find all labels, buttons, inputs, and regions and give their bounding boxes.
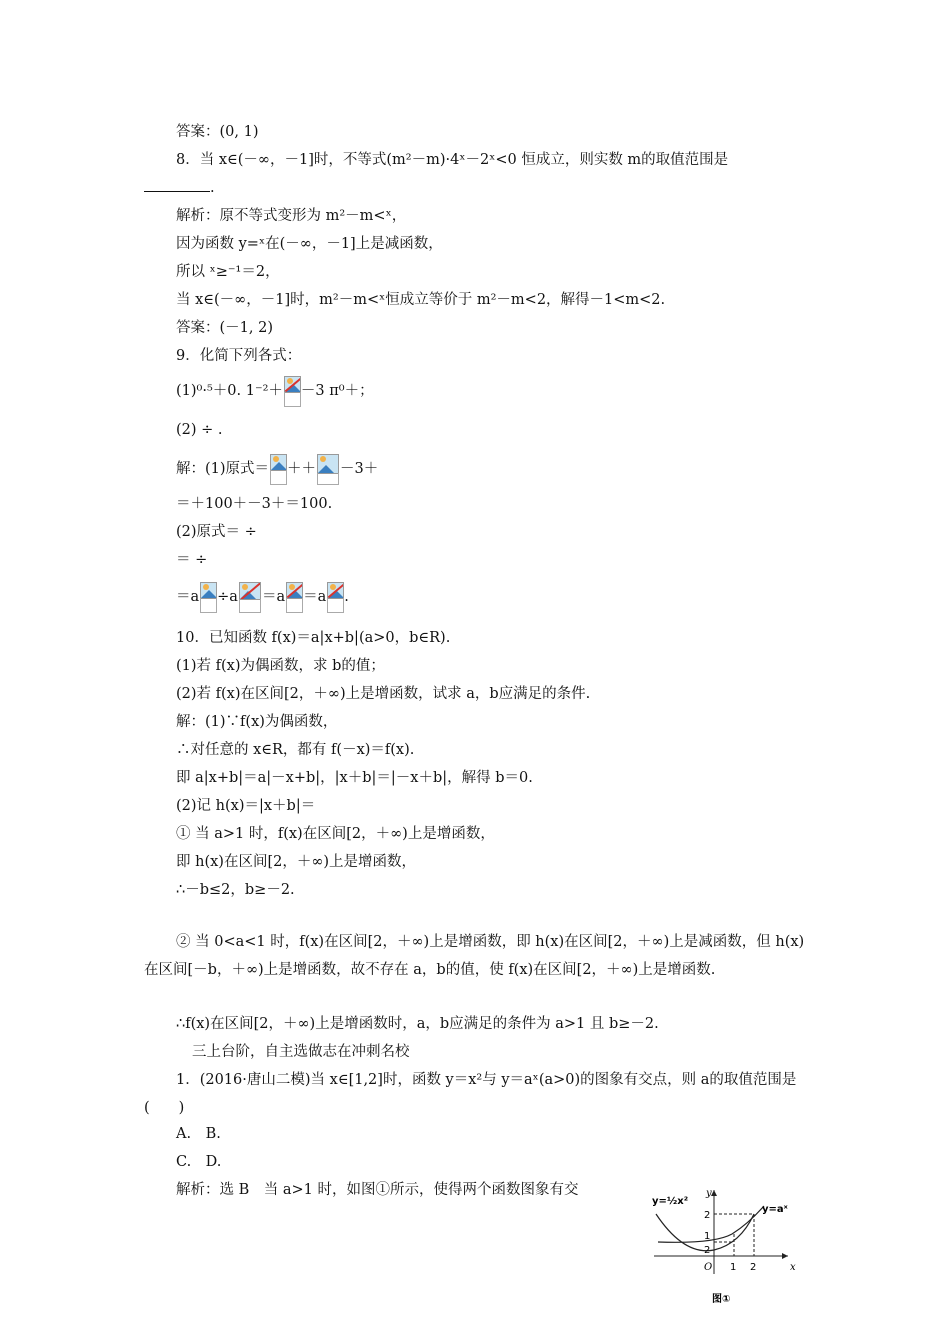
question-9-part-2: (2) ÷ . — [176, 422, 223, 438]
solution-9-line-4: ＝ ÷ — [176, 552, 208, 568]
options-c-d: C. D. — [176, 1154, 222, 1170]
broken-image-icon — [327, 582, 343, 612]
answer-8: 答案：(－1, 2) — [176, 320, 273, 336]
curve2-label: y=aˣ — [762, 1204, 788, 1215]
options-a-b: A. B. — [176, 1126, 221, 1142]
y-axis-arrow-icon — [711, 1190, 717, 1196]
solution-9-line-2: ＝＋100＋－3＋＝100. — [176, 496, 333, 512]
question-8: 8．当 x∈(－∞，－1]时，不等式(m²－m)·4ˣ－2ˣ<0 恒成立，则实数 m的取值范围是 — [176, 152, 729, 168]
solution-10-line-7: ∴－b≤2，b≥－2. — [176, 882, 295, 898]
curve1-label: y=½x² — [652, 1196, 689, 1207]
solution-9-line-5: ＝a ÷a ＝a ＝a . — [176, 582, 349, 612]
solution-10-line-6: 即 h(x)在区间[2，＋∞)上是增函数， — [176, 854, 417, 870]
analysis-8-line-1: 解析：原不等式变形为 m²－m<ˣ， — [176, 208, 407, 224]
tick-x-2: 2 — [750, 1262, 757, 1273]
broken-image-icon — [284, 376, 300, 406]
x-axis-arrow-icon — [782, 1253, 788, 1259]
tick-x-1: 1 — [730, 1262, 737, 1273]
broken-image-icon — [317, 454, 339, 484]
answer-7: 答案：(0, 1) — [176, 124, 259, 140]
solution-10-line-4: (2)记 h(x)＝|x＋b|＝ — [176, 798, 316, 814]
broken-image-icon — [200, 582, 216, 612]
solution-9-line-1: 解：(1)原式＝ ＋＋ －3＋ — [176, 454, 378, 484]
analysis-8-line-3: 所以 ˣ≥⁻¹＝2， — [176, 264, 280, 280]
solution-10-line-2: ∴对任意的 x∈R，都有 f(－x)＝f(x). — [176, 742, 415, 758]
analysis-8-line-2: 因为函数 y=ˣ在(－∞，－1]上是减函数， — [176, 236, 443, 252]
question-9-part-1: (1)⁰·⁵＋0. 1⁻²＋ －3 π⁰＋； — [176, 376, 374, 406]
solution-10-paragraph: ② 当 0<a<1 时，f(x)在区间[2，＋∞)上是增函数，即 h(x)在区间[2，＋∞)上是减函数，但 h(x)在区间[－b，＋∞)上是增函数，故不存在 a，b的值，使 f(x)在区间[2，＋∞)上是增函数. — [144, 934, 805, 978]
question-10-part-1: (1)若 f(x)为偶函数，求 b的值； — [176, 658, 385, 674]
question-1: 1．(2016·唐山二模)当 x∈[1,2]时，函数 y＝x²与 y＝aˣ(a>0)的图象有交点，则 a的取值范围是( ) — [144, 1072, 797, 1116]
solution-10-line-3: 即 a|x+b|＝a|－x+b|，|x＋b|＝|－x＋b|，解得 b＝0. — [176, 770, 533, 786]
broken-image-icon — [286, 582, 302, 612]
graph-svg — [648, 1184, 798, 1312]
section-heading: 三上台阶，自主选做志在冲刺名校 — [192, 1044, 410, 1060]
question-10: 10．已知函数 f(x)＝a|x+b|(a>0，b∈R). — [176, 630, 451, 646]
figure-caption: 图① — [712, 1294, 731, 1305]
x-axis-label: x — [790, 1262, 796, 1273]
analysis-1-line-1: 解析：选 B 当 a>1 时，如图①所示，使得两个函数图象有交 — [176, 1182, 579, 1198]
broken-image-icon — [239, 582, 261, 612]
tick-y-1: 1 — [704, 1231, 711, 1242]
solution-10-conclusion: ∴f(x)在区间[2，＋∞)上是增函数时，a，b应满足的条件为 a>1 且 b≥－2. — [176, 1016, 659, 1032]
broken-image-icon — [270, 454, 286, 484]
analysis-8-line-4: 当 x∈(－∞，－1]时，m²－m<ˣ恒成立等价于 m²－m<2，解得－1<m<2. — [176, 292, 666, 308]
solution-10-line-5: ① 当 a>1 时，f(x)在区间[2，＋∞)上是增函数， — [176, 826, 495, 842]
function-graph-figure — [648, 1184, 798, 1312]
solution-10-line-1: 解：(1)∵f(x)为偶函数， — [176, 714, 338, 730]
question-10-part-2: (2)若 f(x)在区间[2，＋∞)上是增函数，试求 a，b应满足的条件. — [176, 686, 591, 702]
question-8-blank-line: . — [144, 178, 215, 198]
answer-blank — [144, 191, 210, 192]
origin-label: O — [704, 1262, 713, 1273]
tick-y-half: 2 — [704, 1245, 711, 1256]
solution-9-line-3: (2)原式＝ ÷ — [176, 524, 257, 540]
tick-y-2: 2 — [704, 1210, 711, 1221]
question-9: 9．化简下列各式： — [176, 348, 302, 364]
y-axis-label: y — [706, 1188, 712, 1199]
